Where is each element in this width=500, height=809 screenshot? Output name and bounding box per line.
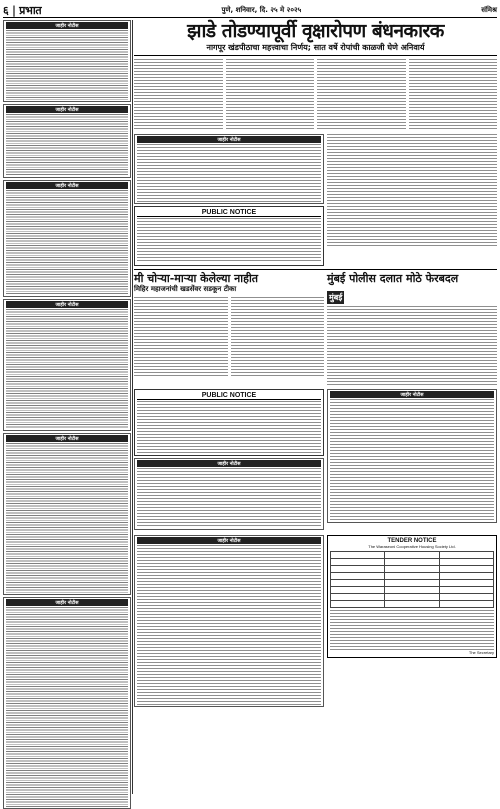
notice-title: जाहीर नोटीस xyxy=(137,537,321,544)
notice-text xyxy=(6,114,128,176)
notice-text xyxy=(6,190,128,295)
notice-5 xyxy=(3,433,131,595)
notice-9 xyxy=(327,389,497,523)
notice-text xyxy=(6,309,128,429)
story3-title: मुंबई पोलीस दलात मोठे फेरबदल xyxy=(327,272,459,285)
story-column xyxy=(226,59,315,131)
left-notices-column xyxy=(3,20,131,794)
notice-6 xyxy=(3,597,131,809)
notice-title: जाहीर नोटीस xyxy=(137,136,321,143)
story-column xyxy=(409,59,498,131)
notice-7 xyxy=(134,134,324,204)
story-column xyxy=(231,297,325,377)
notice-title: जाहीर नोटीस xyxy=(6,106,128,113)
notice-10 xyxy=(134,535,324,707)
notice-text xyxy=(6,607,128,807)
story-column xyxy=(317,59,406,131)
page-number-logo: ६ | प्रभात xyxy=(3,3,42,17)
story-column xyxy=(134,59,223,131)
story2-title: मी चोऱ्या-माऱ्या केलेल्या नाहीत xyxy=(134,272,259,285)
tender-text xyxy=(330,610,494,650)
tender-org: The Waraseoni Cooperative Housing Society Ltd. xyxy=(368,544,456,549)
notice-title: जाहीर नोटीस xyxy=(6,435,128,442)
notice-title: जाहीर नोटीस xyxy=(6,301,128,308)
notice-text xyxy=(6,30,128,100)
public-notice-text xyxy=(137,218,321,263)
right-content xyxy=(134,20,497,794)
side-story xyxy=(327,134,497,246)
tender-title: TENDER NOTICE xyxy=(387,538,437,544)
main-subheadline: नागपूर खंडपीठाचा महत्त्वाचा निर्णय; सात वर्षे रोपांची काळजी घेणे अनिवार्य xyxy=(134,42,497,56)
public-notice-1 xyxy=(134,206,324,266)
public-notice-title: PUBLIC NOTICE xyxy=(137,392,321,400)
notice-title: जाहीर नोटीस xyxy=(6,22,128,29)
story3-tag: मुंबई xyxy=(329,293,343,302)
notice-text xyxy=(137,468,321,528)
notice-8 xyxy=(134,458,324,530)
notice-title: जाहीर नोटीस xyxy=(330,391,494,398)
notice-text xyxy=(330,399,494,521)
column-separator xyxy=(132,20,133,794)
story-column xyxy=(327,306,497,386)
main-headline: झाडे तोडण्यापूर्वी वृक्षारोपण बंधनकारक xyxy=(187,20,444,42)
tender-notice xyxy=(327,535,497,658)
notice-3 xyxy=(3,180,131,297)
notice-text xyxy=(137,545,321,705)
main-story-body xyxy=(134,59,497,131)
notice-title: जाहीर नोटीस xyxy=(6,182,128,189)
notice-2 xyxy=(3,104,131,178)
tender-footer: The Secretary xyxy=(468,650,494,655)
public-notice-2 xyxy=(134,389,324,456)
notice-title: जाहीर नोटीस xyxy=(137,460,321,467)
section-label: संमिश्र xyxy=(481,5,497,14)
public-notice-text xyxy=(137,401,321,453)
notice-text xyxy=(137,144,321,202)
notice-4 xyxy=(3,299,131,431)
masthead xyxy=(3,3,497,18)
newspaper-page xyxy=(3,3,497,794)
notice-title: जाहीर नोटीस xyxy=(6,599,128,606)
story2-subtitle: मिहिर महाजनांची खडसेंवर सडकून टीका xyxy=(134,285,237,293)
date-line: पुणे, शनिवार, दि. २५ मे २०२५ xyxy=(221,5,302,14)
story-column xyxy=(134,297,228,377)
public-notice-title: PUBLIC NOTICE xyxy=(137,209,321,217)
notice-text xyxy=(6,443,128,593)
tender-table xyxy=(330,551,494,608)
notice-1 xyxy=(3,20,131,102)
